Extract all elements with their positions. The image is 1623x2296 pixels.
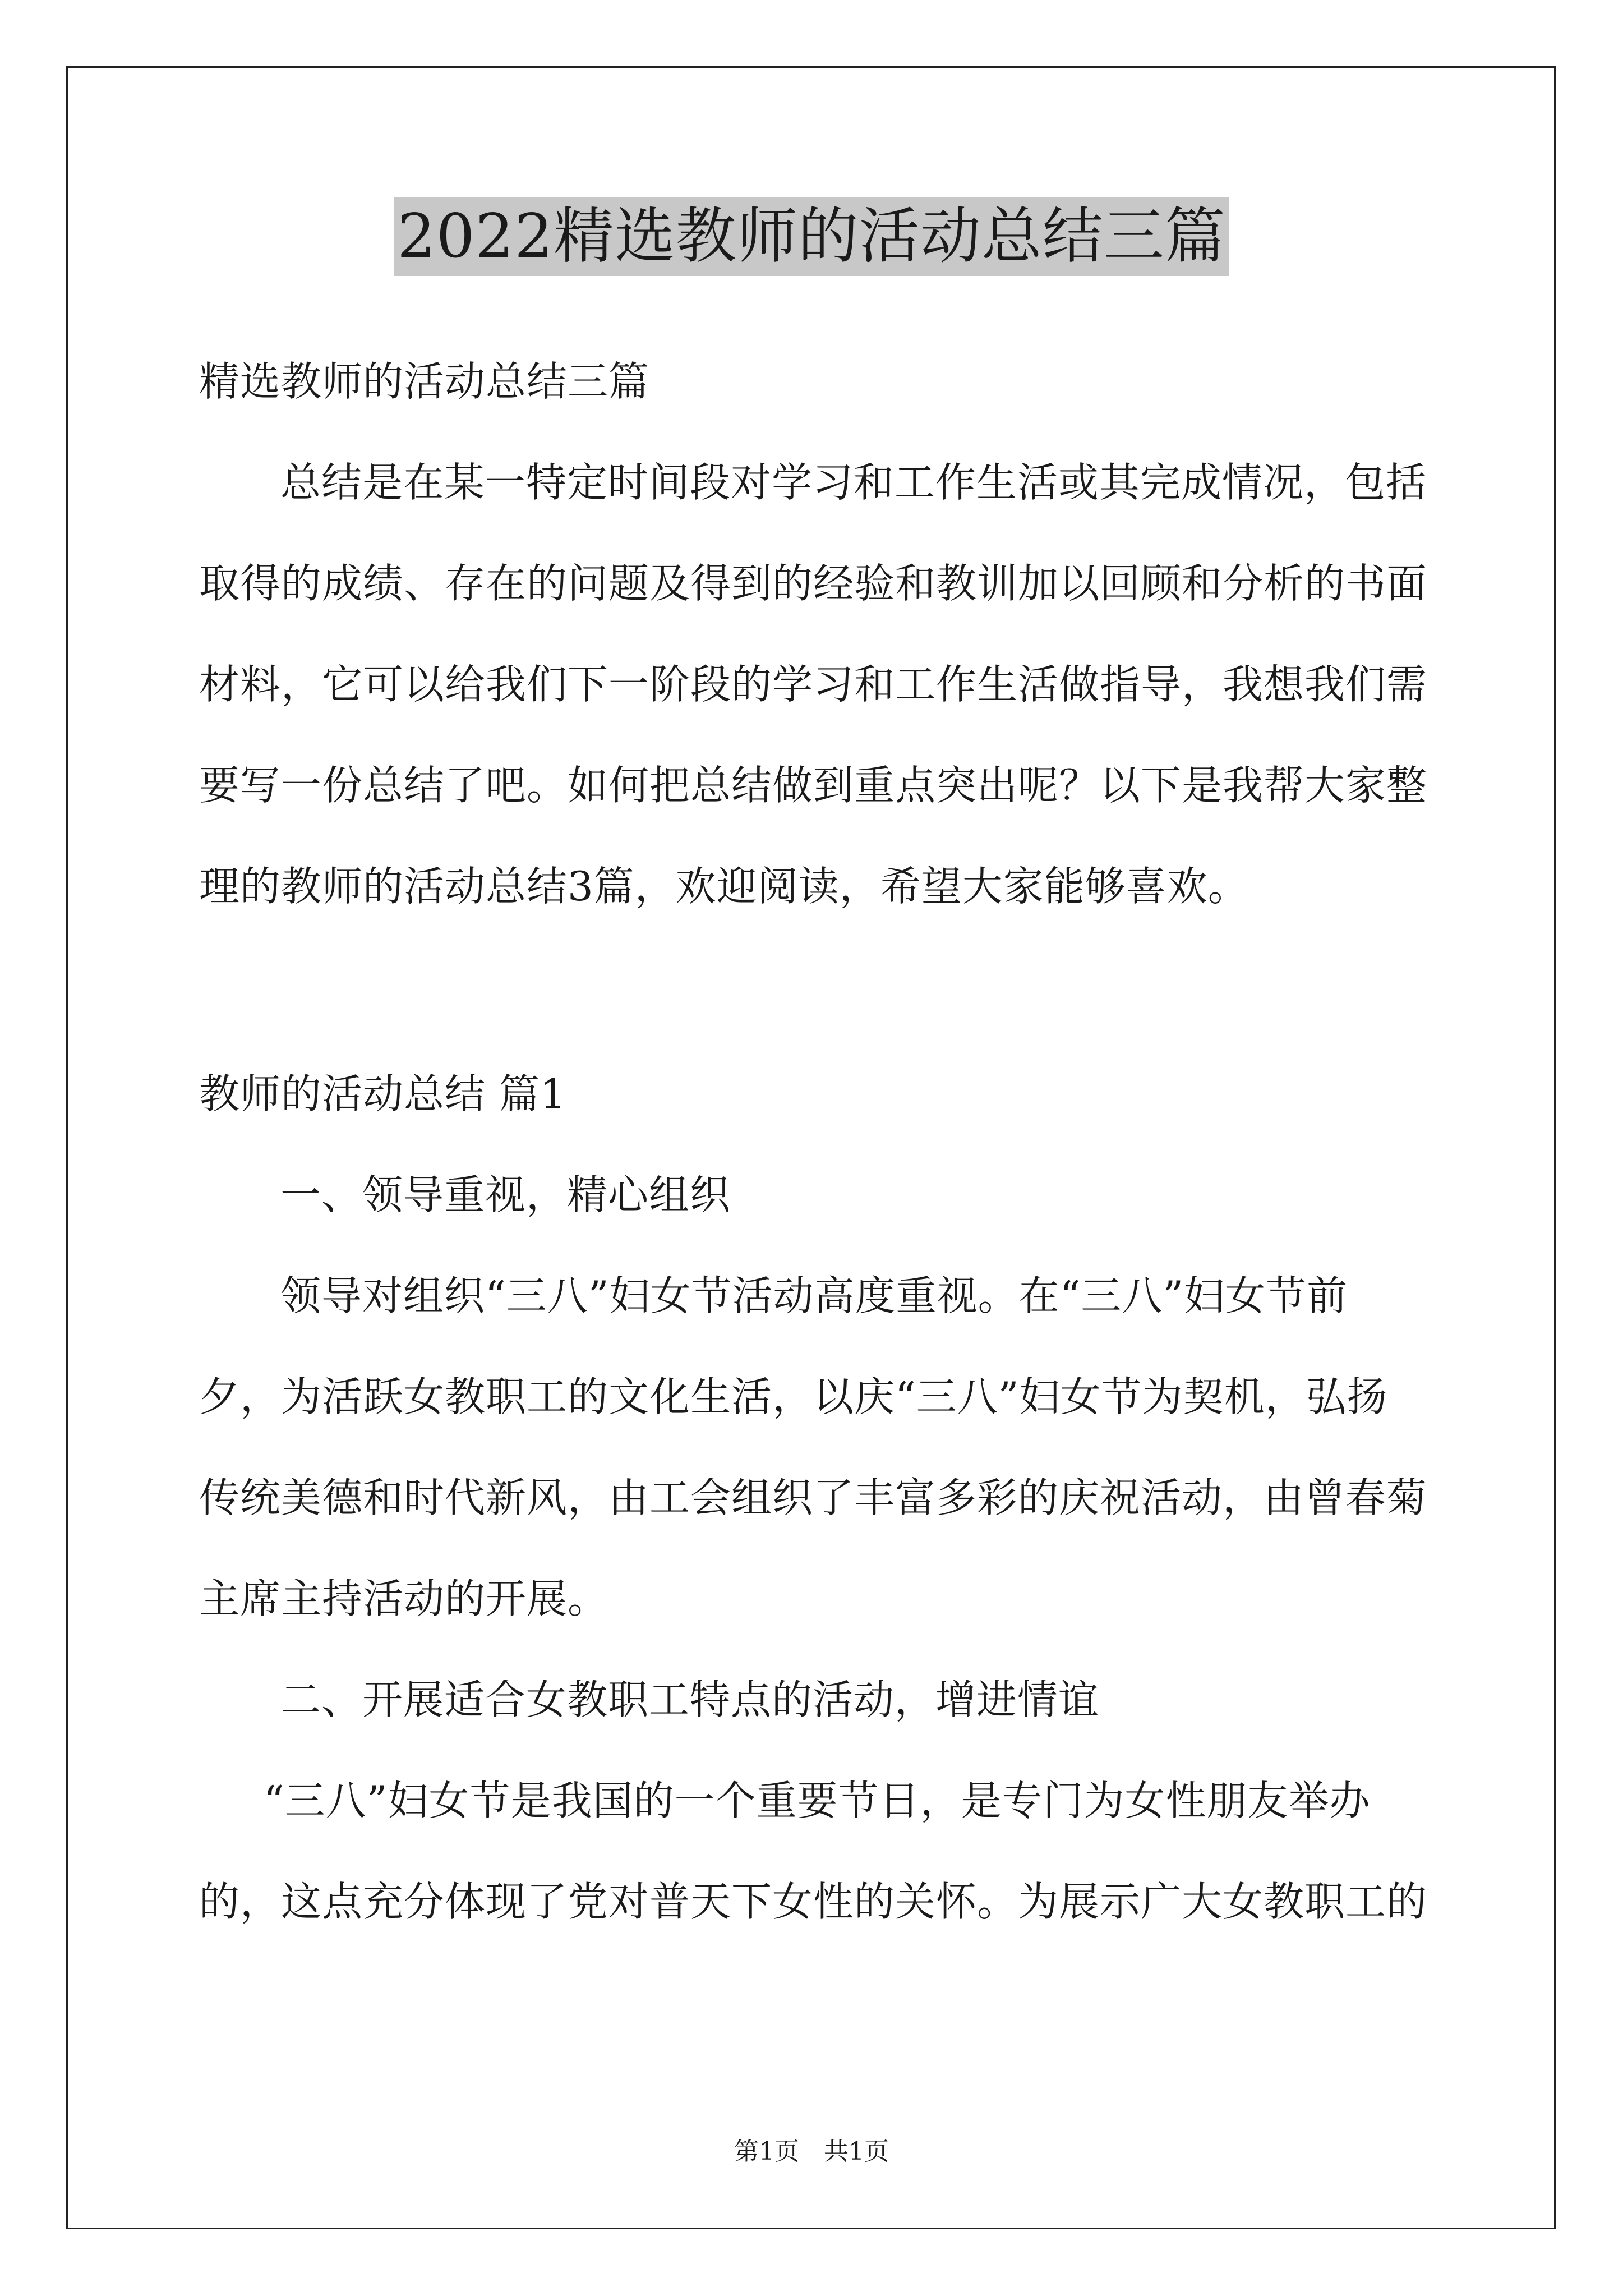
intro-line-1: 总结是在某一特定时间段对学习和工作生活或其完成情况，包括 [280, 459, 1427, 506]
intro-line-2: 取得的成绩、存在的问题及得到的经验和教训加以回顾和分析的书面 [199, 560, 1428, 607]
page-footer: 第1页 共1页 [734, 2137, 889, 2166]
document-subtitle: 精选教师的活动总结三篇 [199, 358, 650, 405]
point1-heading: 一、领导重视，精心组织 [280, 1171, 731, 1218]
point1-line-2: 夕，为活跃女教职工的文化生活，以庆“三八”妇女节为契机，弘扬 [199, 1373, 1388, 1420]
point2-heading: 二、开展适合女教职工特点的活动，增进情谊 [280, 1676, 1100, 1723]
point1-line-1: 领导对组织“三八”妇女节活动高度重视。在“三八”妇女节前 [280, 1272, 1348, 1319]
title-block [0, 197, 1623, 276]
intro-line-5: 理的教师的活动总结3篇，欢迎阅读，希望大家能够喜欢。 [199, 863, 1249, 910]
document-title: 2022精选教师的活动总结三篇 [394, 197, 1229, 276]
point1-line-3: 传统美德和时代新风，由工会组织了丰富多彩的庆祝活动，由曾春菊 [199, 1474, 1428, 1521]
section-heading: 教师的活动总结 篇1 [199, 1070, 566, 1117]
point2-line-1: “三八”妇女节是我国的一个重要节日，是专门为女性朋友举办 [264, 1777, 1371, 1824]
intro-line-4: 要写一份总结了吧。如何把总结做到重点突出呢？以下是我帮大家整 [199, 762, 1428, 809]
point2-line-2: 的，这点充分体现了党对普天下女性的关怀。为展示广大女教职工的 [199, 1878, 1428, 1925]
intro-line-3: 材料，它可以给我们下一阶段的学习和工作生活做指导，我想我们需 [199, 661, 1428, 708]
point1-line-4: 主席主持活动的开展。 [199, 1575, 609, 1622]
